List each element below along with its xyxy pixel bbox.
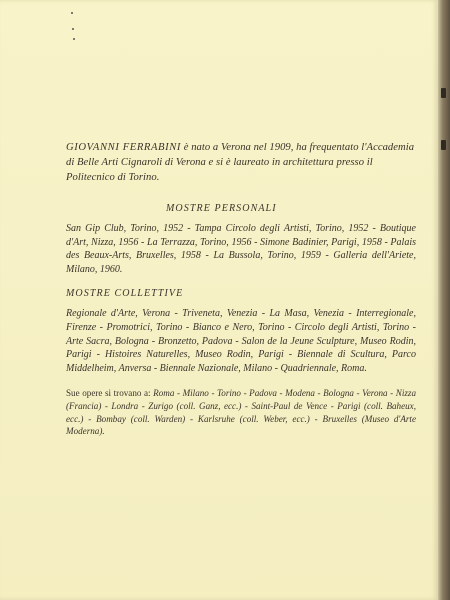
speck — [71, 12, 73, 14]
personali-heading: MOSTRE PERSONALI — [166, 203, 277, 214]
works-locations — [66, 387, 416, 437]
works-text: Roma - Milano - Torino - Padova - Modena - Bologna - Verona - Nizza (Francia) - Londra - Zurigo (coll. Ganz, ecc.) - Saint-Paul de Vence - Parigi (coll. Baheux, ecc.) - Bombay (coll. Warden) - Karlsruhe (coll. Weber, ecc.) - Bruxelles (Museo d'Arte Moderna). — [66, 388, 416, 437]
intro-paragraph — [66, 140, 416, 185]
speck — [72, 28, 74, 30]
paper-specks — [70, 12, 80, 52]
speck — [73, 38, 75, 40]
intro-text: è nato a Verona nel 1909, ha frequentato l'Accademia di Belle Arti Cignaroli di Verona e si è laureato in architettura presso il Politecnico di Torino. — [66, 142, 415, 183]
personali-list: San Gip Club, Torino, 1952 - Tampa Circolo degli Artisti, Torino, 1952 - Boutique d'Art, Nizza, 1956 - La Terrazza, Torino, 1956 - Simone Badinier, Parigi, 1958 - Palais des Beaux-Arts, Bruxelles, 1958 - La Bussola, Torino, 1959 - Galleria dell'Ariete, Milano, 1960. — [66, 223, 416, 275]
edge-notch — [441, 88, 446, 98]
collettive-list: Regionale d'Arte, Verona - Triveneta, Venezia - La Masa, Venezia - Interregionale, Firenze - Promotrici, Torino - Bianco e Nero, Torino - Circolo degli Artisti, Torino - Arte Sacra, Bologna - Bronzetto, Padova - Salon de la Jeune Sculpture, Museo Rodin, Parigi - Histoires Naturelles, Museo Rodin, Parigi - Biennale di Scultura, Parco Middelheim, Anversa - Biennale Nazionale, Milano - Quadriennale, Roma. — [66, 308, 416, 374]
biography-content — [66, 140, 416, 447]
page-edge — [438, 0, 450, 600]
artist-name: GIOVANNI FERRABINI — [66, 142, 182, 153]
works-lead: Sue opere si trovano a: — [66, 388, 154, 399]
collettive-heading: MOSTRE COLLETTIVE — [66, 288, 184, 300]
edge-notch — [441, 140, 446, 150]
